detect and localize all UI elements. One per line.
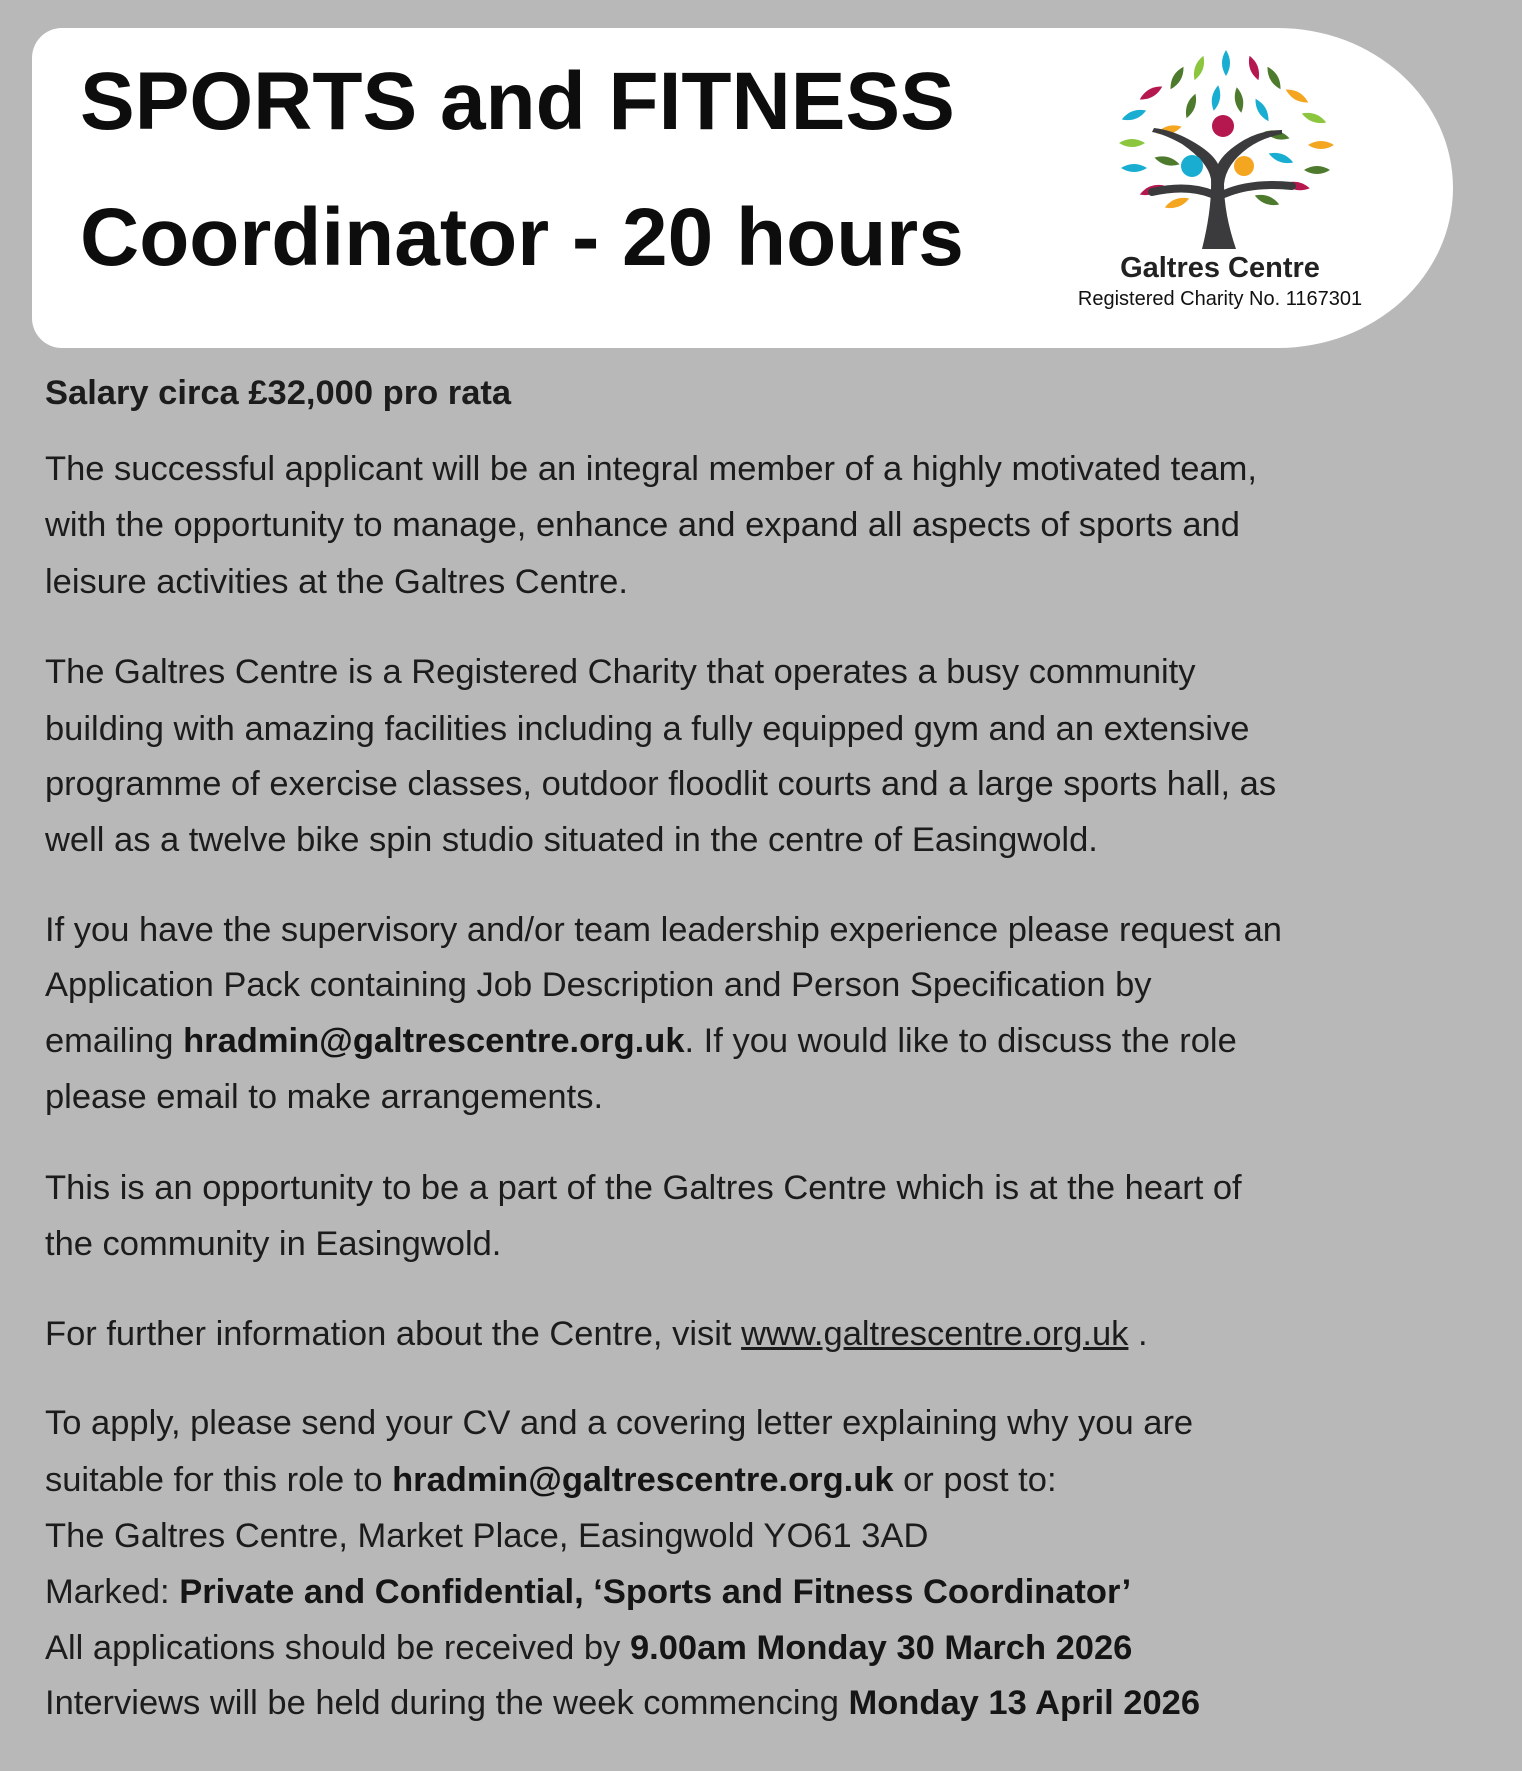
- leaf-icon: [1153, 154, 1180, 168]
- p1-line: The successful applicant will be an integral member of a highly motivated team,: [45, 450, 1257, 488]
- leaf-icon: [1121, 164, 1147, 172]
- p3-line: please email to make arrangements.: [45, 1078, 604, 1116]
- leaf-icon: [1300, 110, 1327, 126]
- text: suitable for this role to: [45, 1461, 393, 1499]
- website-link[interactable]: www.galtrescentre.org.uk: [741, 1315, 1129, 1353]
- email-link[interactable]: hradmin@galtrescentre.org.uk: [183, 1022, 685, 1060]
- p2-line: programme of exercise classes, outdoor floodlit courts and a large sports hall, as: [45, 765, 1277, 803]
- leaf-icon: [1163, 195, 1190, 211]
- p4-line: the community in Easingwold.: [45, 1225, 502, 1263]
- interview-line: [45, 1675, 1200, 1731]
- p2-line: well as a twelve bike spin studio situated in the centre of Easingwold.: [45, 821, 1098, 859]
- page-title-line1: SPORTS and FITNESS: [80, 56, 955, 147]
- text: Interviews will be held during the week commencing: [45, 1684, 849, 1722]
- page-title-line2: Coordinator - 20 hours: [80, 192, 964, 283]
- leaf-icon: [1308, 141, 1334, 149]
- leaf-icon: [1183, 92, 1199, 119]
- leaf-icon: [1222, 50, 1230, 76]
- leaf-icon: [1138, 83, 1165, 103]
- leaf-icon: [1233, 87, 1245, 114]
- salary-heading: Salary circa £32,000 pro rata: [45, 374, 512, 412]
- text: All applications should be received by: [45, 1629, 630, 1667]
- tree-logo-icon: [1112, 44, 1337, 254]
- p3-line: Application Pack containing Job Description and Person Specification by: [45, 966, 1152, 1004]
- deadline-date: 9.00am Monday 30 March 2026: [629, 1629, 1133, 1667]
- text: . If you would like to discuss the role: [684, 1022, 1237, 1060]
- text: Marked:: [45, 1573, 180, 1611]
- p2-line: building with amazing facilities including a fully equipped gym and an extensive: [45, 710, 1250, 748]
- logo-name: Galtres Centre: [1120, 252, 1320, 284]
- p4-line: This is an opportunity to be a part of the Galtres Centre which is at the heart of: [45, 1169, 1242, 1207]
- deadline-line: [45, 1620, 1132, 1676]
- text: or post to:: [893, 1461, 1057, 1499]
- text: For further information about the Centre, visit: [45, 1315, 742, 1353]
- p6-line: To apply, please send your CV and a covering letter explaining why you are: [45, 1404, 1194, 1442]
- leaf-icon: [1253, 192, 1280, 208]
- leaf-icon: [1120, 107, 1147, 123]
- interview-date: Monday 13 April 2026: [848, 1684, 1201, 1722]
- leaf-icon: [1252, 97, 1272, 124]
- galtres-centre-logo: [1040, 38, 1410, 318]
- charity-number: Registered Charity No. 1167301: [1077, 288, 1363, 310]
- leaf-icon: [1264, 65, 1284, 92]
- p2-line: The Galtres Centre is a Registered Charity that operates a busy community: [45, 653, 1196, 691]
- p3-line: [45, 1013, 1237, 1069]
- leaf-icon: [1119, 139, 1145, 147]
- marked-value: Private and Confidential, ‘Sports and Fitness Coordinator’: [179, 1573, 1132, 1611]
- p5-line: [45, 1306, 1148, 1362]
- text: .: [1128, 1315, 1148, 1353]
- leaf-icon: [1304, 166, 1330, 174]
- leaf-icon: [1284, 86, 1311, 106]
- p6-line: [45, 1452, 1057, 1508]
- marked-line: [45, 1564, 1131, 1620]
- p1-line: leisure activities at the Galtres Centre.: [45, 563, 628, 601]
- p3-line: If you have the supervisory and/or team leadership experience please request an: [45, 911, 1282, 949]
- leaf-icon: [1210, 85, 1222, 112]
- postal-address: The Galtres Centre, Market Place, Easingwold YO61 3AD: [45, 1517, 929, 1555]
- p1-line: with the opportunity to manage, enhance and expand all aspects of sports and: [45, 506, 1240, 544]
- leaf-icon: [1191, 54, 1207, 81]
- text: emailing: [45, 1022, 184, 1060]
- leaf-icon: [1167, 65, 1187, 92]
- leaf-icon: [1267, 150, 1294, 166]
- leaf-icon: [1246, 54, 1262, 81]
- email-link[interactable]: hradmin@galtrescentre.org.uk: [392, 1461, 894, 1499]
